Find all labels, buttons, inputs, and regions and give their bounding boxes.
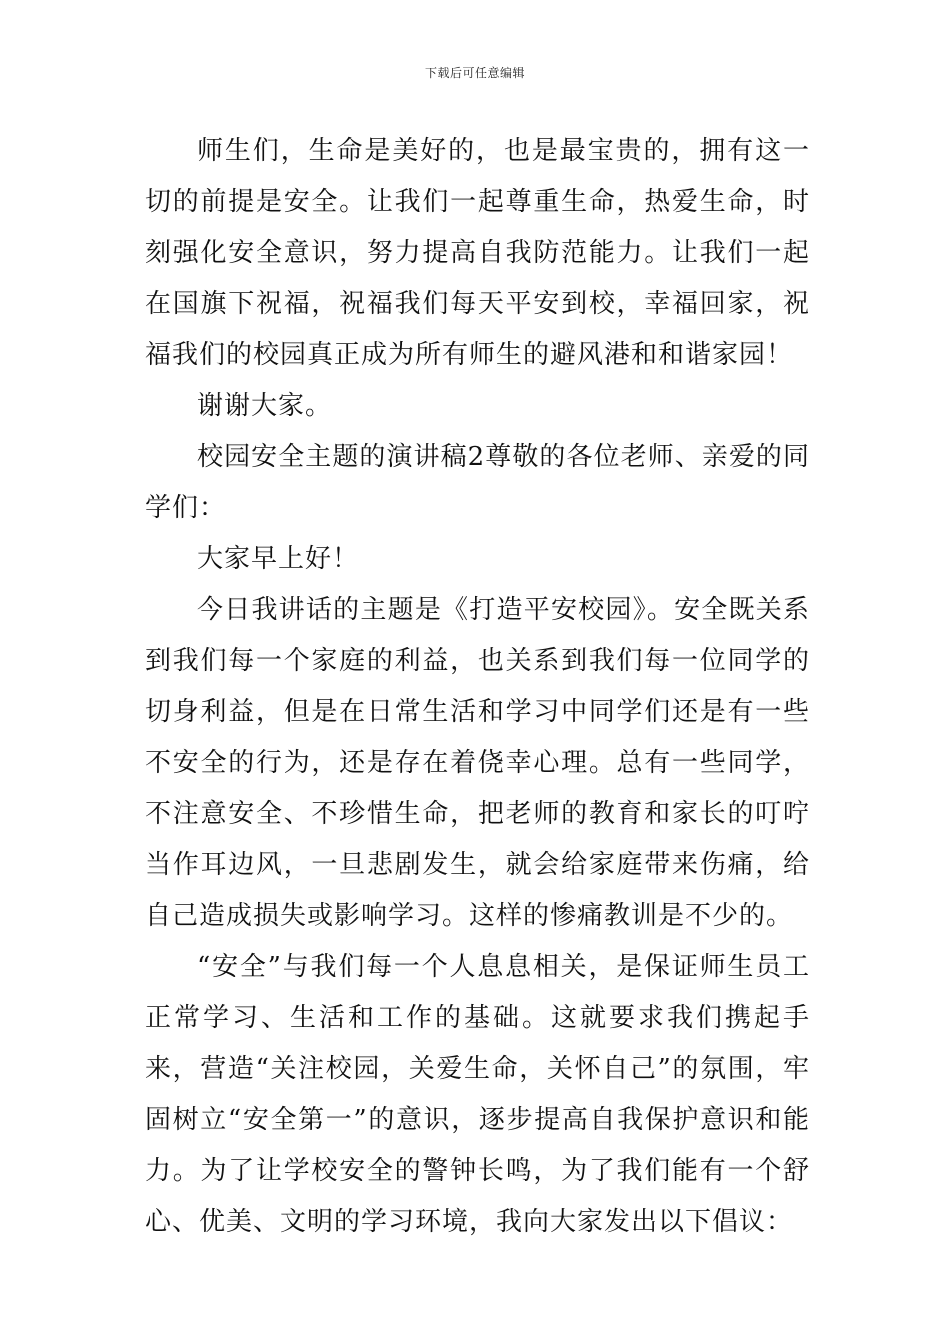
paragraph-closing-wishes: 师生们，生命是美好的，也是最宝贵的，拥有这一切的前提是安全。让我们一起尊重生命，热爱生命，时刻强化安全意识，努力提高自我防范能力。让我们一起在国旗下祝福，祝福我们每天平安到校，幸福回家，祝福我们的校园真正成为所有师生的避风港和和谐家园！ <box>145 136 810 370</box>
document-body <box>145 126 810 1248</box>
paragraph-topic: 今日我讲话的主题是《打造平安校园》。安全既关系到我们每一个家庭的利益，也关系到我们每一位同学的切身利益，但是在日常生活和学习中同学们还是有一些不安全的行为，还是存在着侥幸心理。总有一些同学，不注意安全、不珍惜生命，把老师的教育和家长的叮咛当作耳边风，一旦悲剧发生，就会给家庭带来伤痛，给自己造成损失或影响学习。这样的惨痛教训是不少的。 <box>145 595 810 931</box>
paragraph-good-morning: 大家早上好！ <box>197 544 360 574</box>
page-header: 下载后可任意编辑 <box>424 66 525 80</box>
paragraph-speech-title-greeting: 校园安全主题的演讲稿2尊敬的各位老师、亲爱的同学们： <box>145 442 810 523</box>
paragraph-proposal: “安全”与我们每一个人息息相关，是保证师生员工正常学习、生活和工作的基础。这就要求我们携起手来，营造“关注校园，关爱生命，关怀自己”的氛围，牢固树立“安全第一”的意识，逐步提高自我保护意识和能力。为了让学校安全的警钟长鸣，为了我们能有一个舒心、优美、文明的学习环境，我向大家发出以下倡议： <box>145 952 810 1237</box>
paragraph-thanks: 谢谢大家。 <box>197 391 333 421</box>
